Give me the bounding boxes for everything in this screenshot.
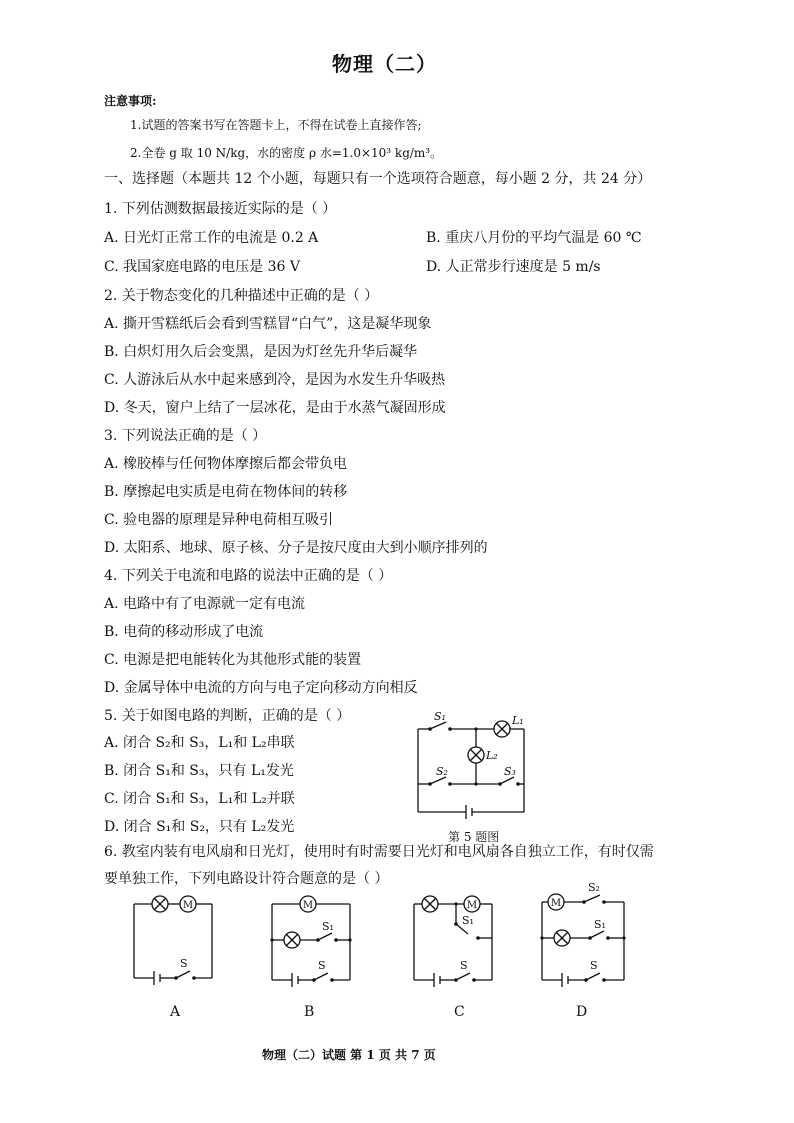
q5-circuit-diagram	[400, 712, 540, 828]
q6d-switch-s2	[584, 895, 600, 902]
q1-stem: 1. 下列估测数据最接近实际的是（ ）	[104, 201, 337, 217]
q4-option-c: C. 电源是把电能转化为其他形式能的装置	[104, 652, 362, 668]
q2-option-a: A. 撕开雪糕纸后会看到雪糕冒“白气”，这是凝华现象	[104, 316, 432, 332]
q6-option-a: A	[170, 1004, 181, 1020]
q6b-motor-label: M	[302, 900, 314, 911]
q3-stem: 3. 下列说法正确的是（ ）	[104, 428, 267, 444]
q1-option-c: C. 我国家庭电路的电压是 36 V	[104, 259, 300, 275]
q3-option-a: A. 橡胶棒与任何物体摩擦后都会带负电	[104, 456, 348, 472]
q4-stem: 4. 下列关于电流和电路的说法中正确的是（ ）	[104, 568, 393, 584]
q5-option-d: D. 闭合 S₁和 S₂，只有 L₂发光	[104, 819, 295, 835]
q6-option-b: B	[304, 1004, 315, 1020]
q6a-switch	[176, 971, 190, 978]
section-heading: 一、选择题（本题共 12 个小题，每题只有一个选项符合题意，每小题 2 分，共 24 分）	[104, 171, 652, 187]
q6d-motor-label: M	[550, 898, 562, 909]
q6d-switch-s2-label: S₂	[588, 881, 600, 894]
q5-option-a: A. 闭合 S₂和 S₃，L₁和 L₂串联	[104, 735, 295, 751]
q6d-switch-s	[586, 973, 600, 980]
q4-option-d: D. 金属导体中电流的方向与电子定向移动方向相反	[104, 680, 418, 696]
notice-item-2: 2.全卷 g 取 10 N/kg，水的密度 ρ 水=1.0×10³ kg/m³。	[130, 146, 443, 160]
page-title: 物理（二）	[332, 52, 437, 76]
q3-option-d: D. 太阳系、地球、原子核、分子是按尺度由大到小顺序排列的	[104, 540, 488, 556]
q6c-switch-s	[456, 973, 470, 980]
q6c-motor-label: M	[466, 900, 478, 911]
q6-circuit-b	[270, 890, 354, 990]
q4-option-a: A. 电路中有了电源就一定有电流	[104, 596, 306, 612]
q6a-motor-label: M	[182, 900, 194, 911]
q1-option-a: A. 日光灯正常工作的电流是 0.2 A	[104, 230, 319, 246]
q6b-switch-s1-label: S₁	[322, 920, 334, 933]
q5-switch-s1	[430, 722, 446, 729]
q6d-switch-s1-label: S₁	[594, 918, 606, 931]
q5-switch-s3	[500, 777, 514, 784]
q5-label-l2: L₂	[486, 749, 498, 762]
q6-circuit-c	[412, 890, 496, 990]
q5-label-s2: S₂	[436, 765, 448, 778]
q5-switch-s2	[430, 777, 446, 784]
q6-stem-line2: 要单独工作，下列电路设计符合题意的是（ ）	[104, 871, 389, 887]
q4-option-b: B. 电荷的移动形成了电流	[104, 624, 264, 640]
q6a-switch-label: S	[180, 957, 188, 970]
q3-option-c: C. 验电器的原理是异种电荷相互吸引	[104, 512, 334, 528]
q6b-switch-s1	[318, 933, 332, 940]
q2-option-c: C. 人游泳后从水中起来感到冷，是因为水发生升华吸热	[104, 372, 446, 388]
q6b-switch-s-label: S	[318, 959, 326, 972]
q3-option-b: B. 摩擦起电实质是电荷在物体间的转移	[104, 484, 348, 500]
q6c-switch-s-label: S	[460, 959, 468, 972]
q2-option-b: B. 白炽灯用久后会变黑，是因为灯丝先升华后凝华	[104, 344, 418, 360]
q6d-switch-s-label: S	[590, 959, 598, 972]
notice-item-1: 1.试题的答案书写在答题卡上，不得在试卷上直接作答;	[130, 118, 422, 132]
q6d-switch-s1	[590, 931, 604, 938]
q5-label-s3: S₃	[504, 765, 516, 778]
q6-circuit-a	[132, 892, 216, 988]
q5-option-b: B. 闭合 S₁和 S₃，只有 L₁发光	[104, 763, 294, 779]
q6b-switch-s	[314, 973, 328, 980]
q1-option-d: D. 人正常步行速度是 5 m/s	[426, 259, 601, 275]
q6-option-c: C	[454, 1004, 465, 1020]
q5-label-s1: S₁	[434, 710, 446, 723]
q5-label-l1: L₁	[512, 714, 524, 727]
q1-option-b: B. 重庆八月份的平均气温是 60 ℃	[426, 230, 642, 246]
q6c-switch-s1-label: S₁	[462, 914, 474, 927]
q6-circuit-d	[540, 880, 628, 990]
q6-stem-line1: 6. 教室内装有电风扇和日光灯，使用时有时需要日光灯和电风扇各自独立工作，有时仅需	[104, 844, 654, 860]
q5-option-c: C. 闭合 S₁和 S₃，L₁和 L₂并联	[104, 791, 295, 807]
notice-heading: 注意事项:	[104, 94, 157, 108]
q5-stem: 5. 关于如图电路的判断，正确的是（ ）	[104, 708, 351, 724]
q6-option-d: D	[576, 1004, 588, 1020]
q2-option-d: D. 冬天，窗户上结了一层冰花，是由于水蒸气凝固形成	[104, 400, 446, 416]
q2-stem: 2. 关于物态变化的几种描述中正确的是（ ）	[104, 288, 379, 304]
page-footer: 物理（二）试题 第 1 页 共 7 页	[262, 1048, 436, 1062]
q5-figure-caption: 第 5 题图	[448, 830, 500, 844]
